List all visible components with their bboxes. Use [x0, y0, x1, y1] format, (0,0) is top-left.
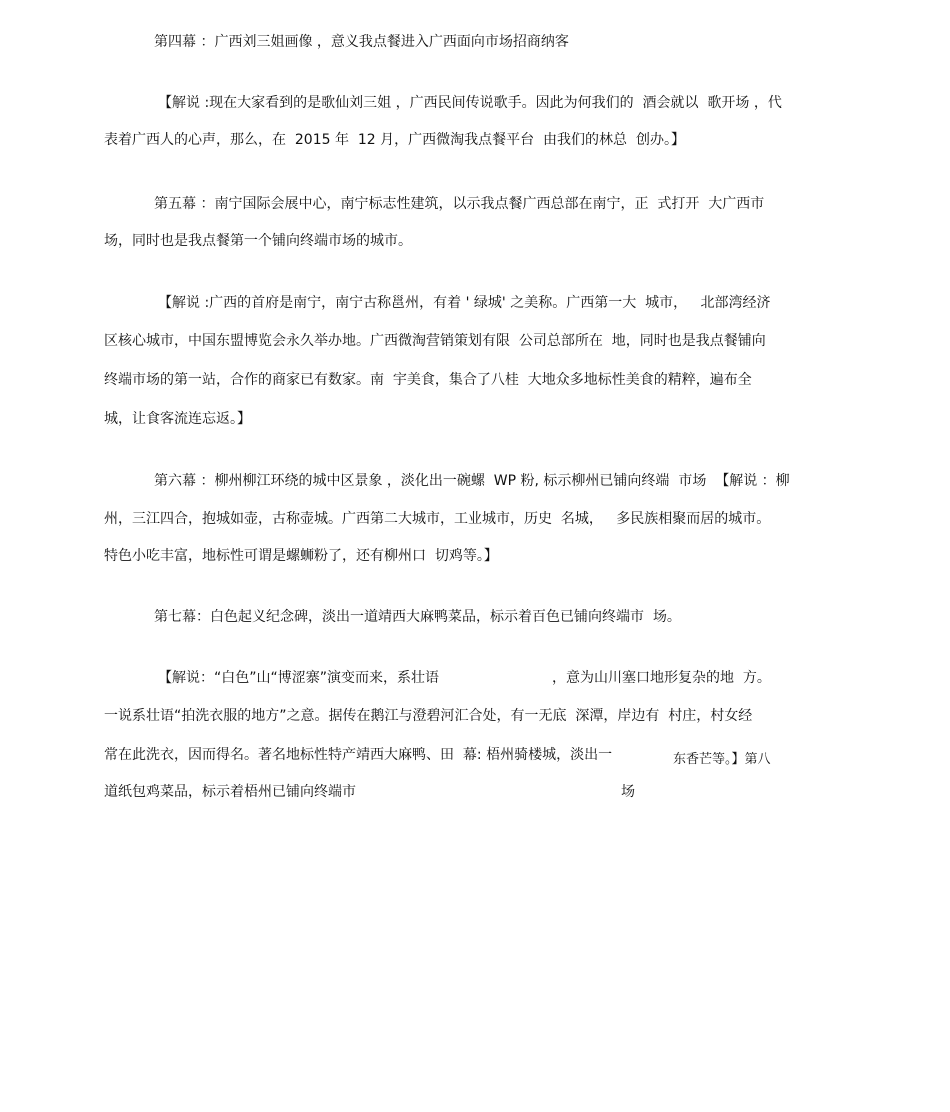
- scene7-commentary-line-1b: ，意为山川塞口地形复杂的地 方。: [552, 670, 771, 686]
- scene5-commentary-line-4: 城，让食客流连忘返。】: [104, 411, 251, 427]
- scene7-heading: 第七幕：白色起义纪念碑，淡出一道靖西大麻鸭菜品，标示着百色已铺向终端市 场。: [154, 609, 681, 625]
- scene8-line-1a: 道纸包鸡菜品，标示着梧州已铺向终端市: [104, 784, 356, 800]
- scene6-line-1: 第六幕 ：柳州柳江环绕的城中区景象 ，淡化出一碗螺 WP 粉, 标示柳州已铺向终端 市场 【解说 ：柳: [154, 473, 790, 489]
- scene4-commentary-line-1: 【解说 :现在大家看到的是歌仙刘三姐 ，广西民间传说歌手。因此为何我们的 酒会就以 歌开场 ，代: [158, 95, 782, 111]
- scene7-commentary-line-1a: 【解说：“白色”山“博涩寨”演变而来，系壮语: [158, 670, 440, 686]
- scene8-line-1b: 场: [621, 784, 635, 800]
- scene5-line-1: 第五幕 ：南宁国际会展中心，南宁标志性建筑，以示我点餐广西总部在南宁，正 式打开 大广西市: [154, 196, 765, 212]
- scene6-line-2: 州，三江四合，抱城如壶，古称壶城。广西第二大城市，工业城市，历史 名城， 多民族相聚而居的城市。: [104, 511, 771, 527]
- scene5-line-2: 场，同时也是我点餐第一个铺向终端市场的城市。: [104, 233, 412, 249]
- scene5-commentary-line-1: 【解说 :广西的首府是南宁，南宁古称邕州，有着 ' 绿城' 之美称。广西第一大 城市， 北部湾经济: [158, 295, 771, 311]
- scene6-line-3: 特色小吃丰富，地标性可谓是螺蛳粉了，还有柳州口 切鸡等。】: [104, 548, 498, 564]
- scene5-commentary-line-3: 终端市场的第一站，合作的商家已有数家。南 宇美食，集合了八桂 大地众多地标性美食的精粹，遍布全: [104, 372, 752, 388]
- scene4-commentary-line-2: 表着广西人的心声，那么，在 2015 年 12 月，广西微淘我点餐平台 由我们的林总 创办。】: [104, 132, 685, 148]
- scene7-commentary-line-2: 一说系壮语“拍洗衣服的地方”之意。据传在鹅江与澄碧河汇合处，有一无底 深潭，岸边有 村庄，村女经: [104, 708, 753, 724]
- scene7-commentary-line-3b: 东香芒等。】第八: [673, 752, 771, 767]
- scene4-heading: 第四幕 ：广西刘三姐画像 ，意义我点餐进入广西面向市场招商纳客: [154, 34, 569, 50]
- scene7-commentary-line-3a: 常在此洗衣，因而得名。著名地标性特产靖西大麻鸭、田 幕: 梧州骑楼城，淡出一: [104, 747, 613, 763]
- scene5-commentary-line-2: 区核心城市，中国东盟博览会永久举办地。广西微淘营销策划有限 公司总部所在 地，同时也是我点餐铺向: [104, 333, 766, 349]
